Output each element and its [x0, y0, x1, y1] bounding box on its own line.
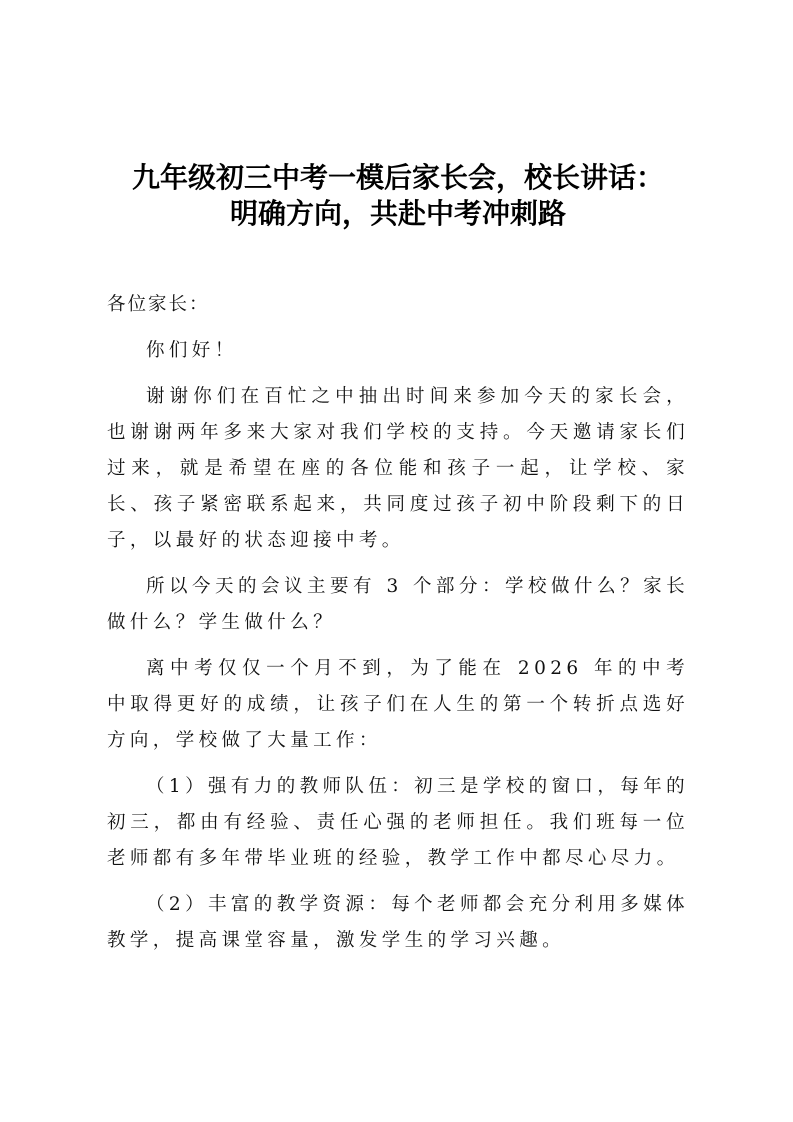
- paragraph-thanks: 谢谢你们在百忙之中抽出时间来参加今天的家长会，也谢谢两年多来大家对我们学校的支持。今天邀请家长们过来，就是希望在座的各位能和孩子一起，让学校、家长、孩子紧密联系起来，共同度过孩子初中阶段剩下的日子，以最好的状态迎接中考。: [107, 386, 689, 551]
- paragraph-school-work: 离中考仅仅一个月不到，为了能在 2026 年的中考中取得更好的成绩，让孩子们在人生的第一个转折点选好方向，学校做了大量工作：: [107, 658, 689, 751]
- title-line-1: 九年级初三中考一模后家长会，校长讲话：: [131, 161, 664, 194]
- paragraph-teacher-team: （1）强有力的教师队伍：初三是学校的窗口，每年的初三，都由有经验、责任心强的老师担任。我们班每一位老师都有多年带毕业班的经验，教学工作中都尽心尽力。: [107, 776, 689, 869]
- paragraph-teaching-resources: （2）丰富的教学资源：每个老师都会充分利用多媒体教学，提高课堂容量，激发学生的学习兴趣。: [107, 894, 689, 951]
- paragraph-greeting: 你们好！: [146, 340, 238, 361]
- document-title: [107, 160, 689, 232]
- document-body: [107, 287, 689, 969]
- paragraph-agenda: 所以今天的会议主要有 3 个部分：学校做什么？家长做什么？学生做什么？: [107, 576, 689, 633]
- salutation: 各位家长：: [107, 294, 210, 315]
- title-line-2: 明确方向，共赴中考冲刺路: [229, 197, 566, 230]
